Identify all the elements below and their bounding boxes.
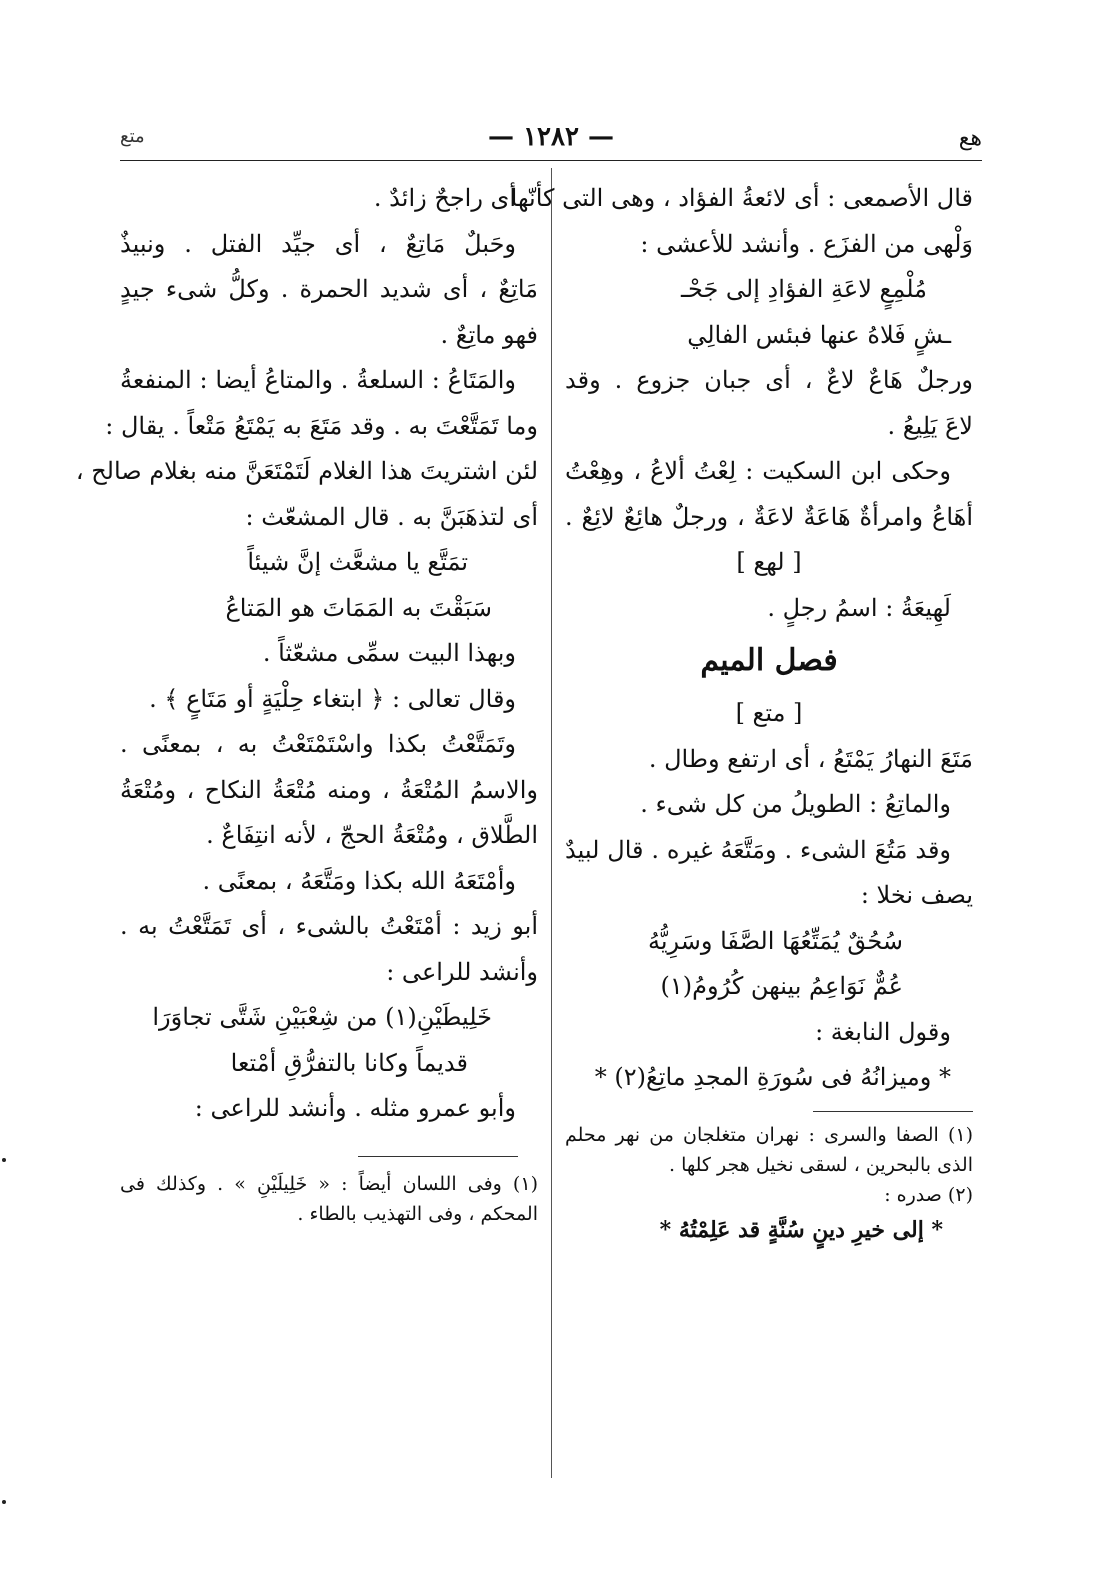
verse-line: سُحُقٌ يُمَتِّعُهَا الصَّفَا وسَرِيُّهُ: [648, 926, 903, 955]
scan-speck: [2, 1158, 6, 1162]
text-line: وقال تعالى : ﴿ ابتغاء حِلْيَةٍ أو مَتَاعٍ ﴾ .: [149, 684, 516, 713]
entry-heading: [ لهع ]: [736, 548, 802, 576]
text-line: مَاتِعٌ ، أى شديد الحمرة . وكلُّ شىء جيدٍ: [120, 275, 538, 303]
text-line: وأمْتَعَهُ الله بكذا ومَتَّعَهُ ، بمعنًى .: [202, 866, 516, 895]
text-line: أى راجحٌ زائدٌ .: [373, 184, 516, 212]
text-line: والاسمُ المُتْعَةُ ، ومنه مُتْعَةُ النكاح ، ومُتْعَةُ: [120, 775, 538, 804]
footnote-line: الذى بالبحرين ، لسقى نخيل هجر كلها .: [669, 1153, 973, 1176]
text-line: وحَبلٌ مَاتِعٌ ، أى جيِّد الفتل . ونبيذٌ: [120, 229, 516, 258]
text-line: وقول النابغة :: [815, 1017, 951, 1046]
footnote-line: (١) الصفا والسرى : نهران متغلجان من نهر محلم: [565, 1123, 973, 1146]
text-line: أبو زيد : أمْتَعْتُ بالشىء ، أى تَمَتَّعْتُ به .: [120, 912, 538, 940]
verse-line: مُلْمِعٍ لاعَةِ الفؤادِ إلى جَحْـ: [680, 275, 927, 303]
header-root-word-right: هع: [958, 126, 982, 151]
text-line: وتَمَتَّعْتُ بكذا واسْتَمْتَعْتُ به ، بمعنًى .: [120, 730, 516, 758]
text-line: فهو ماتِعٌ .: [440, 320, 538, 349]
left-column: [75, 176, 538, 1229]
text-line: وأنشد للراعى :: [386, 957, 538, 986]
text-line: وما تَمَتَّعْتَ به . وقد مَتَعَ به يَمْتَعُ مَتْعاً . يقال :: [105, 411, 538, 440]
text-line: أهَاعُ وامرأةٌ هَاعَةٌ لاعَةٌ ، ورجلٌ هائِعٌ لائِعٌ .: [565, 502, 973, 531]
footnote-rule: [813, 1111, 973, 1112]
verse-line: سَبَقْتَ به المَمَاتَ هو المَتاعُ: [225, 593, 492, 622]
verse-line: تمَتَّع يا مشعَّث إنَّ شيئاً: [247, 548, 468, 576]
text-line: وَلْهى من الفزَع . وأنشد للأعشى :: [640, 229, 973, 258]
verse-line: خَلِيطَيْنِ(١) من شِعْبَيْنِ شَتَّى تجاوَرَا: [152, 1003, 492, 1031]
page-header: [120, 118, 982, 161]
text-line: وقد مَتُعَ الشىء . ومَتَّعَهُ غيره . قال لبيدٌ: [565, 835, 951, 864]
text-line: وبهذا البيت سمِّى مشعّثاً .: [262, 639, 516, 667]
page-number: — ١٢٨٢ —: [488, 122, 614, 152]
footnote-line: (٢) صدره :: [884, 1183, 973, 1206]
section-title: فصل الميم: [700, 643, 838, 678]
verse-line: ـشٍ فَلاهُ عنها فبئس الفالِي: [687, 320, 951, 349]
verse-line: قديماً وكانا بالتفرُّقِ أمْتعا: [230, 1048, 468, 1077]
header-root-word-left: متع: [120, 126, 145, 147]
text-line: لَهِيعَةُ : اسمُ رجلٍ .: [767, 593, 951, 622]
verse-line: * وميزانُهُ فى سُورَةِ المجدِ ماتِعُ(٢) *: [594, 1063, 951, 1091]
text-line: لاعَ يَلِيعُ .: [887, 411, 973, 440]
text-line: الطَّلاق ، ومُتْعَةُ الحجّ ، لأنه انتِفَاعٌ .: [206, 821, 538, 849]
text-line: والمَتَاعُ : السلعةُ . والمتاعُ أيضا : المنفعةُ: [120, 366, 516, 394]
text-line: وأبو عمرو مثله . وأنشد للراعى :: [194, 1094, 516, 1122]
text-line: ورجلٌ هَاعٌ لاعٌ ، أى جبان جزوع . وقد: [565, 366, 973, 394]
footnote-line: (١) وفى اللسان أيضاً : « خَلِيلَيْنِ » . وكذلك فى: [120, 1172, 538, 1195]
entry-heading: [ متع ]: [735, 699, 803, 727]
text-line: مَتَعَ النهارُ يَمْتَعُ ، أى ارتفع وطال .: [648, 744, 973, 773]
footnote-rule: [358, 1156, 518, 1157]
footnote-line: المحكم ، وفى التهذيب بالطاء .: [297, 1202, 538, 1225]
footnote-verse: * إلى خيرِ دينٍ سُنَّةٍ قد عَلِمْتُهُ *: [659, 1216, 943, 1243]
scan-speck: [2, 1500, 6, 1504]
column-divider: [551, 168, 552, 1478]
text-line: يصف نخلا :: [860, 881, 973, 909]
text-line: قال الأصمعى : أى لائعةُ الفؤاد ، وهى التى كأنّها: [510, 184, 973, 212]
text-line: وحكى ابن السكيت : لِعْتُ ألاعُ ، وهِعْتُ: [565, 457, 951, 485]
verse-line: عُمٌّ نَوَاعِمُ بينهن كُرُومُ(١): [660, 972, 903, 1000]
text-line: أى لتذهَبَنَّ به . قال المشعّث :: [245, 502, 538, 531]
text-line: لئن اشتريتَ هذا الغلام لَتَمْتَعَنَّ منه بغلام صالح ،: [75, 457, 538, 485]
right-column: [510, 176, 973, 1250]
text-line: والماتِعُ : الطويلُ من كل شىء .: [640, 790, 951, 818]
